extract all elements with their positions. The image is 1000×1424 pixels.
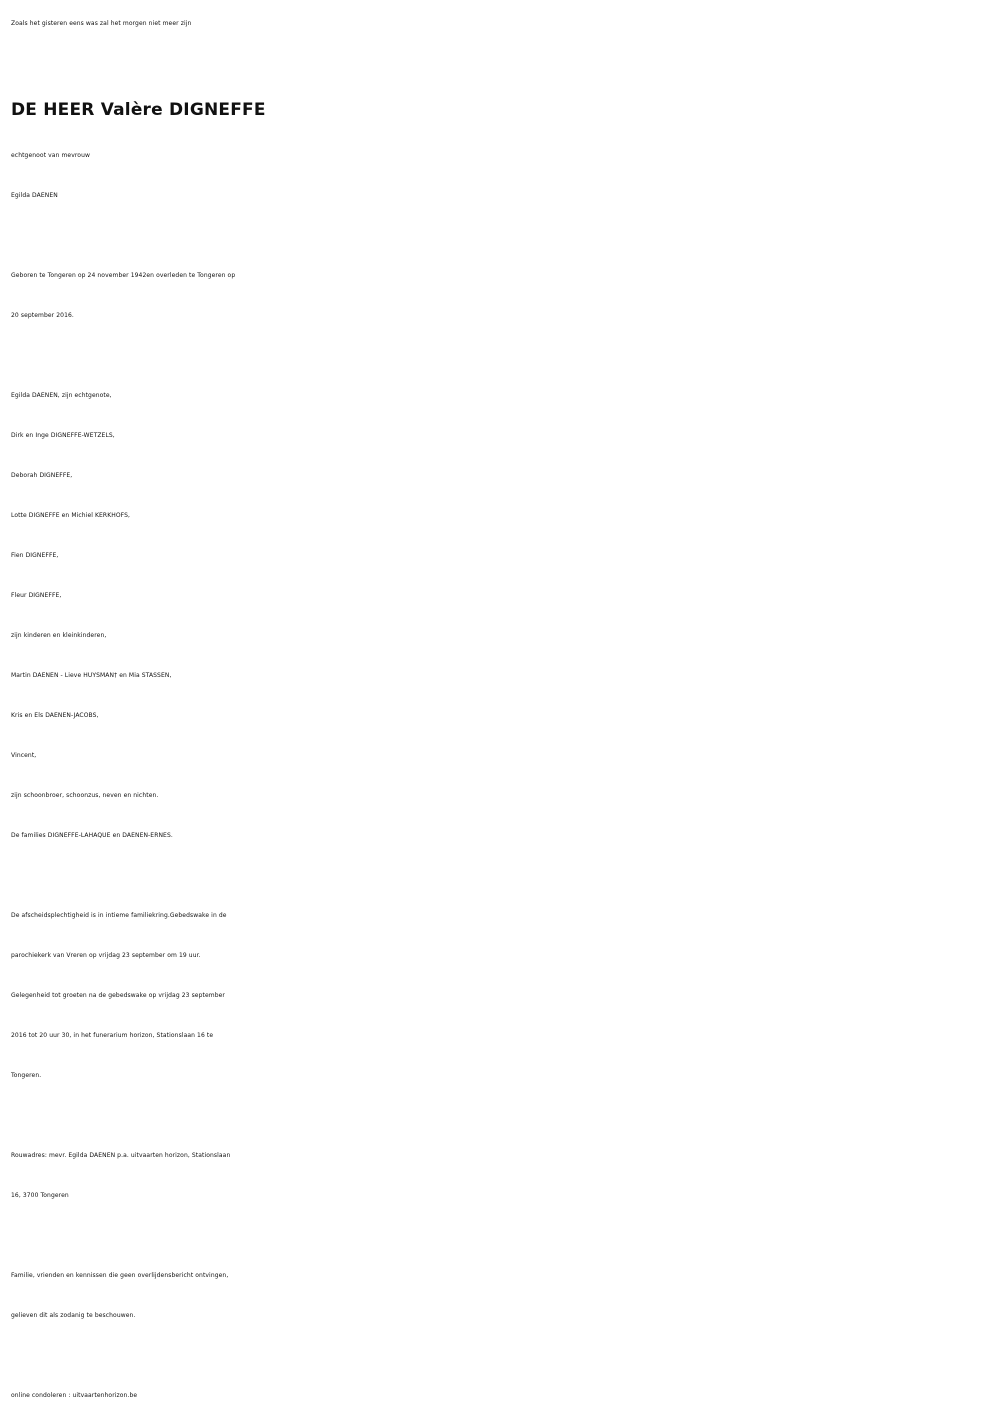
spouse-name: Egilda DAENEN xyxy=(11,192,58,199)
condolence-link-text: online condoleren : uitvaartenhorizon.be xyxy=(11,1392,138,1399)
family-line: zijn kinderen en kleinkinderen, xyxy=(11,632,107,639)
deceased-name: DE HEER Valère DIGNEFFE xyxy=(11,100,266,120)
address-line: 16, 3700 Tongeren xyxy=(11,1192,69,1199)
ceremony-line: 2016 tot 20 uur 30, in het funerarium horizon, Stationslaan 16 te xyxy=(11,1032,214,1039)
ceremony-line: Tongeren. xyxy=(11,1072,42,1079)
family-line: Lotte DIGNEFFE en Michiel KERKHOFS, xyxy=(11,512,131,519)
birth-death-line: 20 september 2016. xyxy=(11,312,74,319)
obituary-notice xyxy=(11,0,991,1416)
family-block xyxy=(11,376,991,856)
notice-block xyxy=(11,1256,991,1336)
ceremony-block xyxy=(11,896,991,1096)
spouse-line: echtgenoot van mevrouw xyxy=(11,152,90,159)
family-line: Dirk en Inge DIGNEFFE-WETZELS, xyxy=(11,432,115,439)
family-line: De families DIGNEFFE-LAHAQUE en DAENEN-ERNES. xyxy=(11,832,173,839)
family-line: Egilda DAENEN, zijn echtgenote, xyxy=(11,392,112,399)
spouse-block xyxy=(11,136,991,216)
notice-line: gelieven dit als zodanig te beschouwen. xyxy=(11,1312,136,1319)
family-line: Vincent, xyxy=(11,752,37,759)
birth-death-block xyxy=(11,256,991,336)
family-line: Kris en Els DAENEN-JACOBS, xyxy=(11,712,99,719)
family-line: Deborah DIGNEFFE, xyxy=(11,472,73,479)
address-line: Rouwadres: mevr. Egilda DAENEN p.a. uitvaarten horizon, Stationslaan xyxy=(11,1152,231,1159)
ceremony-line: Gelegenheid tot groeten na de gebedswake op vrijdag 23 september xyxy=(11,992,225,999)
ceremony-line: De afscheidsplechtigheid is in intieme familiekring.Gebedswake in de xyxy=(11,912,227,919)
family-line: Fien DIGNEFFE, xyxy=(11,552,59,559)
birth-death-line: Geboren te Tongeren op 24 november 1942en overleden te Tongeren op xyxy=(11,272,236,279)
ceremony-line: parochiekerk van Vreren op vrijdag 23 september om 19 uur. xyxy=(11,952,201,959)
family-line: Martin DAENEN - Lieve HUYSMAN† en Mia STASSEN, xyxy=(11,672,172,679)
notice-line: Familie, vrienden en kennissen die geen overlijdensbericht ontvingen, xyxy=(11,1272,229,1279)
address-block xyxy=(11,1136,991,1216)
motto: Zoals het gisteren eens was zal het morgen niet meer zijn xyxy=(11,20,192,27)
family-line: Fleur DIGNEFFE, xyxy=(11,592,62,599)
family-line: zijn schoonbroer, schoonzus, neven en nichten. xyxy=(11,792,159,799)
